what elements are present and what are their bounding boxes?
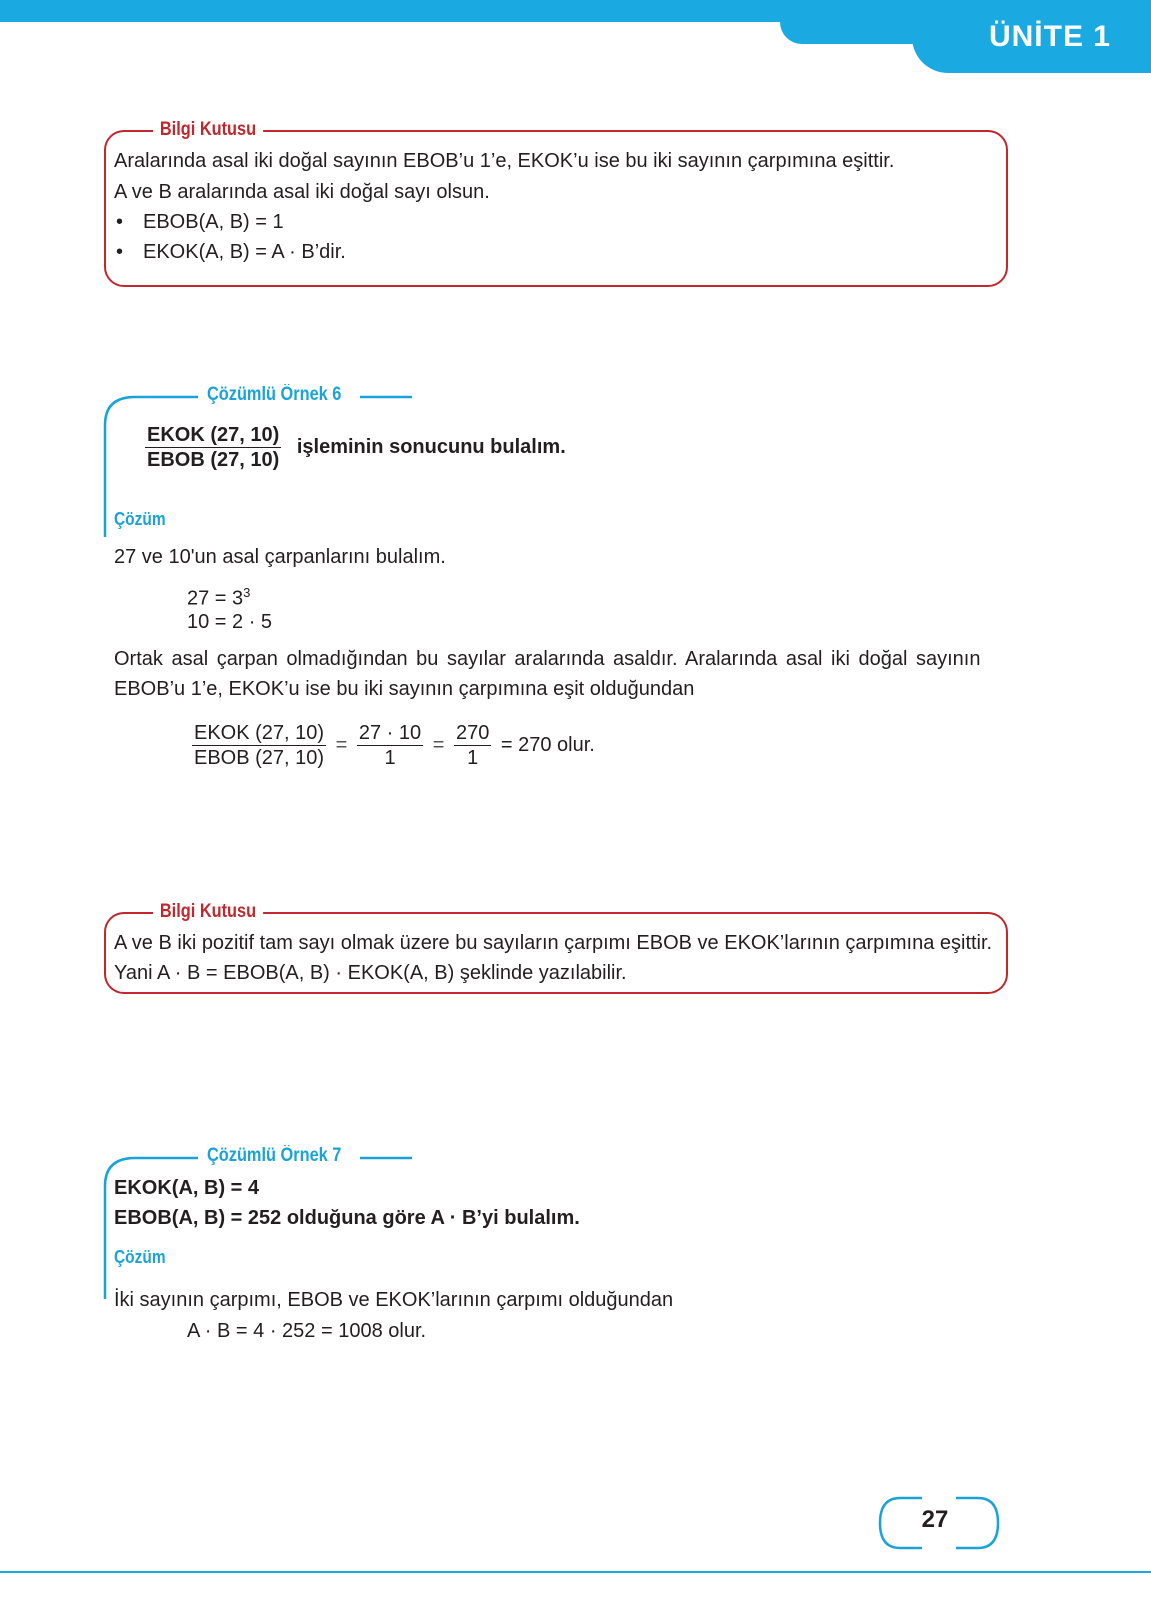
result-fraction-1 — [192, 721, 326, 770]
eq1-exponent: 3 — [243, 585, 251, 600]
example-6-eq2: 10 = 2 · 5 — [187, 611, 273, 633]
example-7-step1: İki sayının çarpımı, EBOB ve EKOK’larının çarpımı olduğundan — [114, 1289, 674, 1311]
question-text: işleminin sonucunu bulalım. — [296, 435, 566, 458]
page-number: 27 — [921, 1506, 949, 1533]
eq1-base: 27 = 3 — [187, 587, 244, 610]
result-fraction-1-numerator: EKOK (27, 10) — [194, 722, 325, 744]
result-value: = 270 olur. — [500, 733, 595, 756]
info-box-1-item2: EKOK(A, B) = A · B’dir. — [143, 241, 346, 263]
example-6-para2: EBOB’u 1’e, EKOK’u ise bu iki sayının çarpımına eşit olduğundan — [114, 678, 695, 700]
ekok-ebob-fraction — [145, 423, 281, 472]
example-6-step1: 27 ve 10'un asal çarpanlarını bulalım. — [114, 546, 446, 568]
info-box-2-label: Bilgi Kutusu — [153, 901, 263, 923]
equals-sign-2: = — [432, 733, 445, 756]
example-6-result — [192, 721, 595, 770]
example-6-para1: Ortak asal çarpan olmadığından bu sayılar aralarında asaldır. Aralarında asal iki doğal sayının — [114, 648, 981, 670]
unit-title: ÜNİTE 1 — [988, 20, 1111, 53]
example-6-question — [145, 423, 566, 472]
example-7-given2: EBOB(A, B) = 252 olduğuna göre A · B’yi bulalım. — [114, 1207, 580, 1229]
result-fraction-3 — [454, 721, 491, 770]
result-fraction-1-denominator: EBOB (27, 10) — [194, 747, 325, 769]
example-6-label: Çözümlü Örnek 6 — [207, 384, 342, 405]
info-box-1-label: Bilgi Kutusu — [153, 119, 263, 141]
example-7-label: Çözümlü Örnek 7 — [207, 1145, 342, 1166]
info-box-1-line1: Aralarında asal iki doğal sayının EBOB’u 1’e, EKOK’u ise bu iki sayının çarpımına eşittir. — [114, 150, 895, 172]
example-7-given1: EKOK(A, B) = 4 — [114, 1177, 260, 1199]
fraction-numerator: EKOK (27, 10) — [147, 424, 280, 446]
result-fraction-3-numerator: 270 — [455, 722, 490, 744]
info-box-2-line1: A ve B iki pozitif tam sayı olmak üzere bu sayıların çarpımı EBOB ve EKOK’larının çarpımına eşittir. — [114, 932, 993, 954]
example-7-solution-label: Çözüm — [114, 1247, 166, 1267]
equals-sign-1: = — [335, 733, 348, 756]
footer-line — [0, 1571, 1151, 1573]
result-fraction-2 — [357, 721, 423, 770]
info-box-2-line2: Yani A · B = EBOB(A, B) · EKOK(A, B) şeklinde yazılabilir. — [114, 962, 627, 984]
info-box-1-item1: EBOB(A, B) = 1 — [143, 211, 284, 233]
result-fraction-2-numerator: 27 · 10 — [358, 722, 422, 744]
result-fraction-2-denominator: 1 — [384, 747, 396, 769]
bullet-1: • — [116, 211, 124, 233]
example-6-solution-label: Çözüm — [114, 509, 166, 529]
bullet-2: • — [116, 241, 124, 263]
result-fraction-3-denominator: 1 — [467, 747, 479, 769]
fraction-denominator: EBOB (27, 10) — [147, 449, 280, 471]
example-7-eq1: A · B = 4 · 252 = 1008 olur. — [187, 1320, 427, 1342]
info-box-1-line2: A ve B aralarında asal iki doğal sayı olsun. — [114, 181, 490, 203]
